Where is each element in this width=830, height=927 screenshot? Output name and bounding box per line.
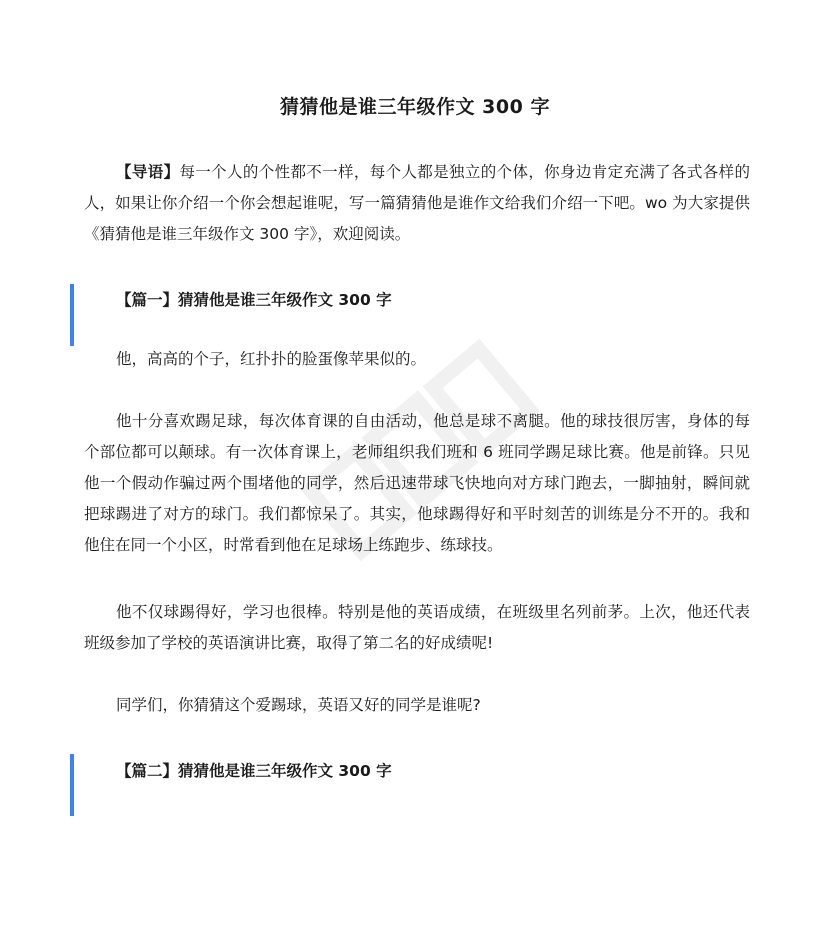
section-heading-1: 【篇一】猜猜他是谁三年级作文 300 字 [116,291,392,309]
intro-paragraph [84,157,750,250]
paragraph-3: 他不仅球踢得好，学习也很棒。特别是他的英语成绩，在班级里名列前茅。上次，他还代表班级参加了学校的英语演讲比赛，取得了第二名的好成绩呢! [84,603,750,652]
section-marker-2 [70,754,74,816]
section-heading-2: 【篇二】猜猜他是谁三年级作文 300 字 [116,762,392,780]
section-marker-1 [70,284,74,346]
paragraph-2: 他十分喜欢踢足球，每次体育课的自由活动，他总是球不离腿。他的球技很厉害，身体的每个部位都可以颠球。有一次体育课上，老师组织我们班和 6 班同学踢足球比赛。他是前锋。只见他一个假动作骗过两个围堵他的同学，然后迅速带球飞快地向对方球门跑去，一脚抽射，瞬间就把球踢进了对方的球门。我们都惊呆了。其实，他球踢得好和平时刻苦的训练是分不开的。我和他住在同一个小区，时常看到他在足球场上练跑步、练球技。 [84,412,750,554]
intro-text: 每一个人的个性都不一样，每个人都是独立的个体，你身边肯定充满了各式各样的人，如果让你介绍一个你会想起谁呢，写一篇猜猜他是谁作文给我们介绍一下吧。wo 为大家提供《猜猜他是谁三年级作文 300 字》，欢迎阅读。 [84,163,750,243]
paragraph-4: 同学们，你猜猜这个爱踢球，英语又好的同学是谁呢? [116,696,481,714]
page-title: 猜猜他是谁三年级作文 300 字 [280,96,550,118]
intro-lead: 【导语】 [116,163,180,181]
paragraph-1: 他，高高的个子，红扑扑的脸蛋像苹果似的。 [116,350,427,368]
